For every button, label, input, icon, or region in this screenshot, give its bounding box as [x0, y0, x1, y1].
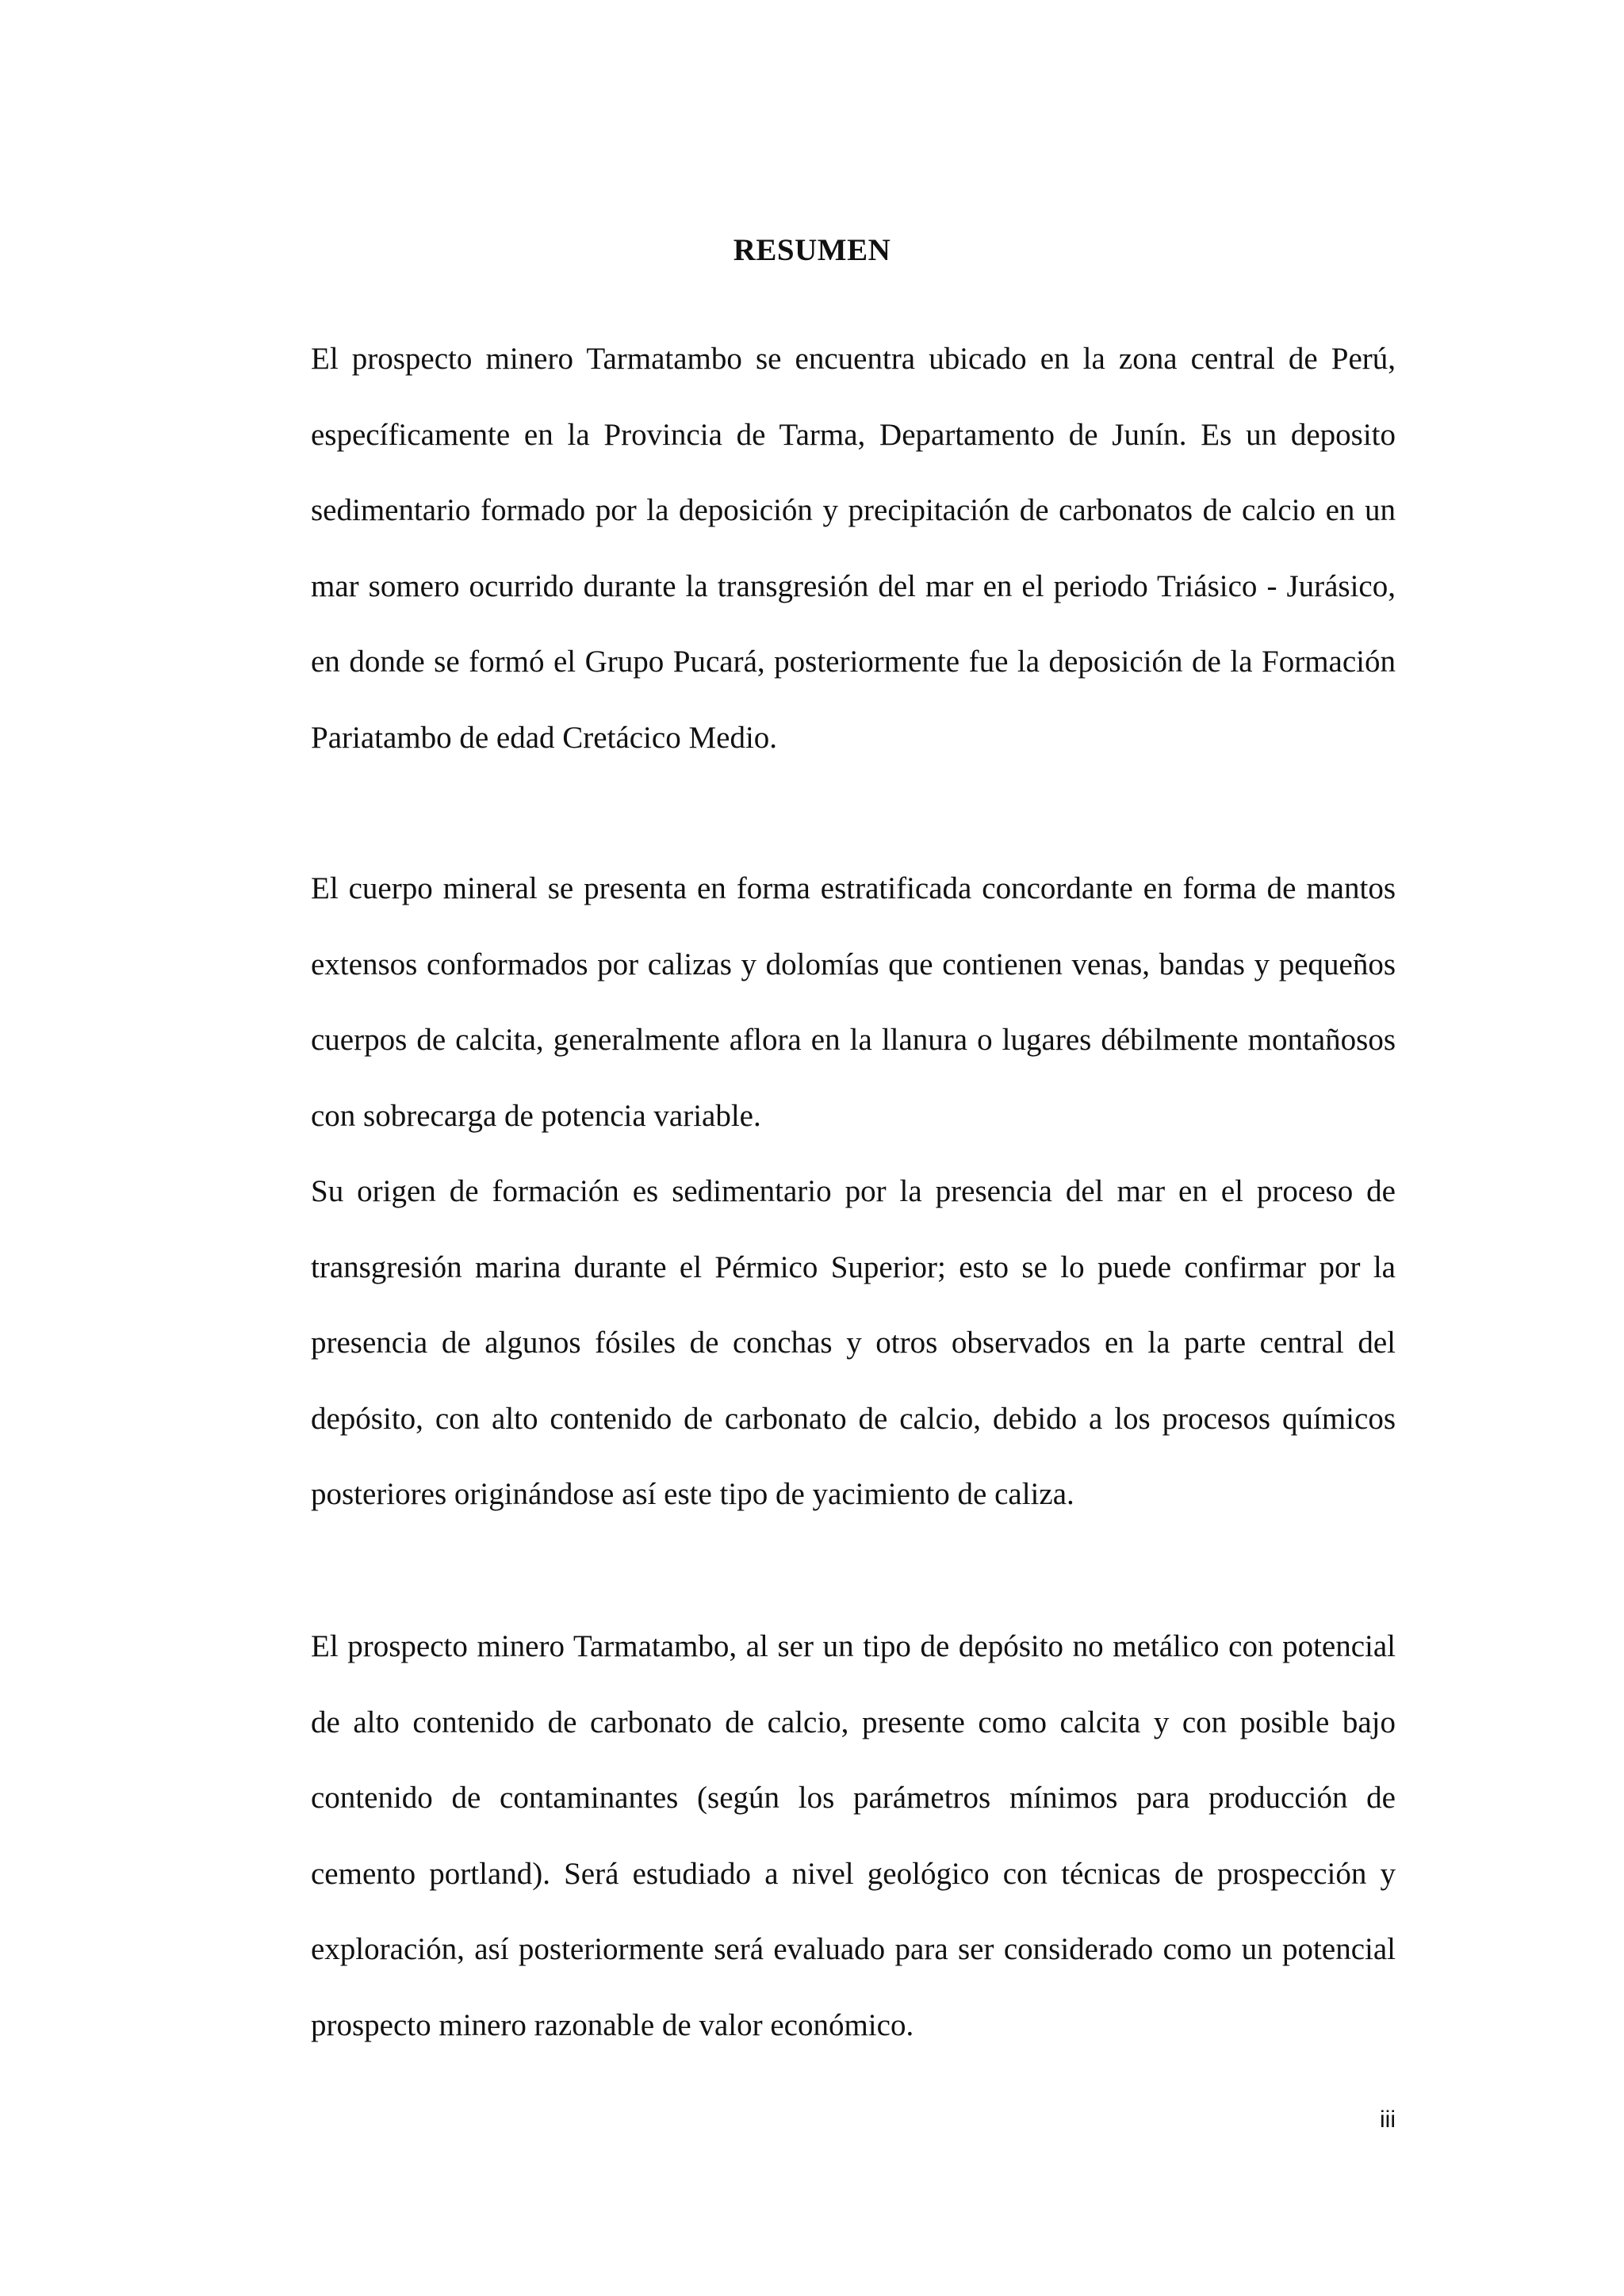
paragraph-evaluation: El prospecto minero Tarmatambo, al ser un tipo de depósito no metálico con potencial de alto contenido de carbonato de calcio, presente como calcita y con posible bajo contenido de contaminantes (según los parámetros mínimos para producción de cemento portland). Será estudiado a nivel geológico con técnicas de prospección y exploración, así posteriormente será evaluado para ser considerado como un potencial prospecto minero razonable de valor económico. [311, 1629, 1396, 2042]
paragraph-location: El prospecto minero Tarmatambo se encuentra ubicado en la zona central de Perú, específicamente en la Provincia de Tarma, Departamento de Junín. Es un deposito sedimentario formado por la deposición y precipitación de carbonatos de calcio en un mar somero ocurrido durante la transgresión del mar en el periodo Triásico - Jurásico, en donde se formó el Grupo Pucará, posteriormente fue la deposición de la Formación Pariatambo de edad Cretácico Medio. [311, 342, 1396, 755]
page-number: iii [1380, 2107, 1396, 2133]
page-title: RESUMEN [733, 233, 891, 267]
paragraph-origin: Su origen de formación es sedimentario por la presencia del mar en el proceso de transgresión marina durante el Pérmico Superior; esto se lo puede confirmar por la presencia de algunos fósiles de conchas y otros observados en la parte central del depósito, con alto contenido de carbonato de calcio, debido a los procesos químicos posteriores originándose así este tipo de yacimiento de caliza. [311, 1174, 1396, 1512]
paragraph-mineral-body: El cuerpo mineral se presenta en forma estratificada concordante en forma de mantos extensos conformados por calizas y dolomías que contienen venas, bandas y pequeños cuerpos de calcita, generalmente aflora en la llanura o lugares débilmente montañosos con sobrecarga de potencia variable. [311, 871, 1396, 1133]
